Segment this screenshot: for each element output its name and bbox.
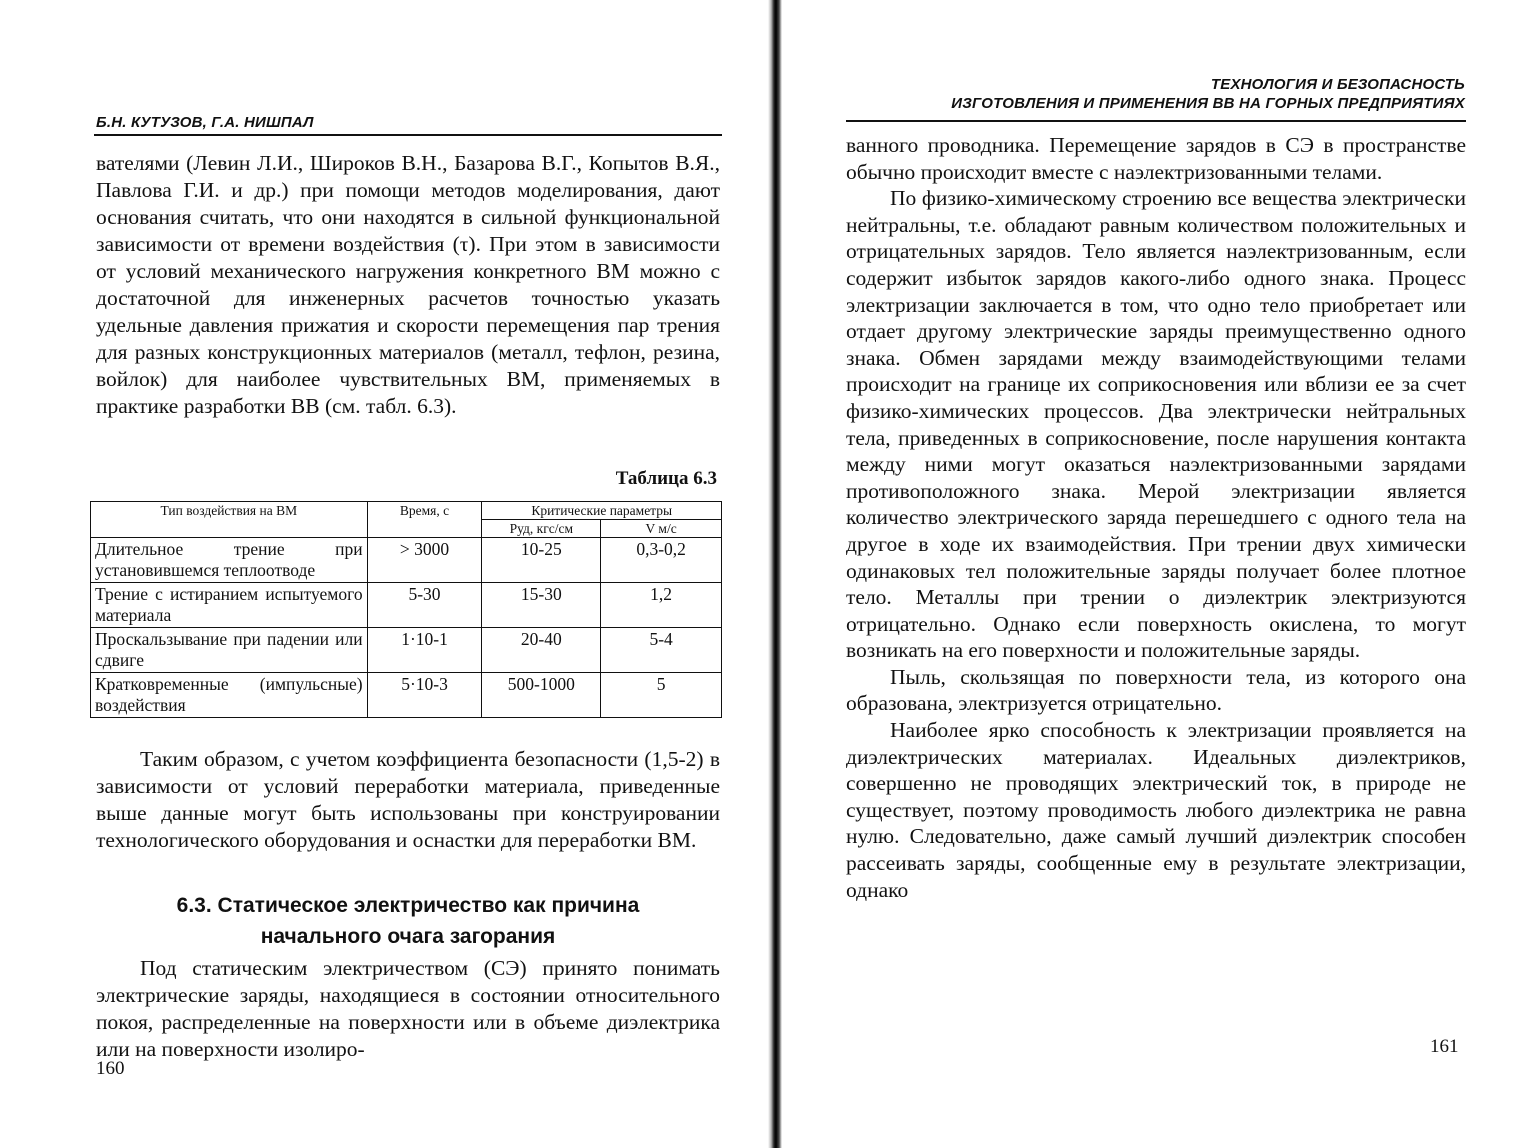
book-gutter [768, 0, 782, 1148]
header-pressure: Руд, кгс/см [482, 520, 601, 538]
table-title: Таблица 6.3 [615, 468, 717, 489]
cell-time: 5·10-3 [367, 673, 482, 718]
table-row [91, 538, 722, 583]
cell-time: 1·10-1 [367, 628, 482, 673]
right-page-number: 161 [1430, 1036, 1459, 1057]
left-body-text-1 [96, 150, 720, 420]
cell-velocity: 5-4 [601, 628, 722, 673]
right-body-text [846, 132, 1466, 903]
right-header-rule [846, 120, 1466, 122]
section-heading [96, 890, 720, 952]
cell-time: > 3000 [367, 538, 482, 583]
header-critical: Критические параметры [482, 502, 722, 520]
cell-pressure: 15-30 [482, 583, 601, 628]
table-header-row-1 [91, 502, 722, 520]
cell-velocity: 0,3-0,2 [601, 538, 722, 583]
right-paragraph-2: По физико-химическому строению все вещества электрически нейтральны, т.е. обладают равным количеством положительных и отрицательных зарядов. Тело является наэлектризованным, если содержит избыток зарядов какого-либо одного знака. Процесс электризации заключается в том, что одно тело приобретает или отдает другому электрические заряды преимущественно одного знака. Обмен зарядами между взаимодействующими телами происходит на границе их соприкосновения или вблизи ее за счет физико-химических процессов. Два электрически нейтральных тела, приведенных в соприкосновение, после нарушения контакта между ними могут оказаться наэлектризованными зарядами противоположного знака. Мерой электризации является количество электрического заряда перешедшего с одного тела на другое в ходе их взаимодействия. При трении двух химически одинаковых тел положительные заряды получает более плотное тело. Металлы при трении о диэлектрик электризуются отрицательно. Однако если поверхность окислена, то могут возникать на его поверхности и положительные заряды. [846, 186, 1466, 663]
right-paragraph-3: Пыль, скользящая по поверхности тела, из которого она образована, электризуется отрицательно. [846, 664, 1466, 716]
table-row [91, 673, 722, 718]
header-type: Тип воздействия на ВМ [91, 502, 368, 538]
cell-velocity: 5 [601, 673, 722, 718]
left-page [0, 0, 765, 1148]
right-page [790, 0, 1533, 1148]
left-page-number: 160 [96, 1058, 125, 1079]
table-row [91, 628, 722, 673]
left-paragraph-3: Под статическим электричеством (СЭ) принято понимать электрические заряды, находящиеся в состоянии относительного покоя, распределенные на поверхности или в объеме диэлектрика или на поверхности изолиро- [96, 956, 720, 1061]
cell-type: Кратковременные (импульсные) воздействия [91, 673, 368, 718]
cell-velocity: 1,2 [601, 583, 722, 628]
cell-type: Трение с истиранием испытуемого материала [91, 583, 368, 628]
right-running-head [845, 75, 1465, 113]
table-row [91, 583, 722, 628]
cell-pressure: 20-40 [482, 628, 601, 673]
left-running-head: Б.Н. КУТУЗОВ, Г.А. НИШПАЛ [96, 114, 314, 131]
right-paragraph-1: ванного проводника. Перемещение зарядов в СЭ в пространстве обычно происходит вместе с наэлектризованными телами. [846, 133, 1466, 184]
left-header-rule [94, 134, 722, 136]
cell-time: 5-30 [367, 583, 482, 628]
cell-pressure: 10-25 [482, 538, 601, 583]
left-paragraph-1: вателями (Левин Л.И., Широков В.Н., Базарова В.Г., Копытов В.Я., Павлова Г.И. и др.) при помощи методов моделирования, дают основания считать, что они находятся в сильной функциональной зависимости от времени воздействия (τ). При этом в зависимости от условий механического нагружения конкретного ВМ можно с достаточной для инженерных расчетов точностью указать удельные давления прижатия и скорости перемещения пар трения для разных конструкционных материалов (металл, тефлон, резина, войлок) для наиболее чувствительных ВМ, применяемых в практике разработки ВВ (см. табл. 6.3). [96, 151, 720, 418]
cell-pressure: 500-1000 [482, 673, 601, 718]
left-body-text-3 [96, 955, 720, 1063]
right-running-head-line-2: ИЗГОТОВЛЕНИЯ И ПРИМЕНЕНИЯ ВВ НА ГОРНЫХ ПРЕДПРИЯТИЯХ [951, 95, 1465, 112]
cell-type: Проскальзывание при падении или сдвиге [91, 628, 368, 673]
right-paragraph-4: Наиболее ярко способность к электризации проявляется на диэлектрических материалах. Идеальных диэлектриков, совершенно не проводящих электрический ток, в природе не существует, поэтому проводимость любого диэлектрика не равна нулю. Следовательно, даже самый лучший диэлектрик способен рассеивать заряды, сообщенные ему в результате электризации, однако [846, 718, 1466, 902]
header-velocity: V м/с [601, 520, 722, 538]
data-table [90, 501, 722, 718]
section-heading-line-1: 6.3. Статическое электричество как причина [176, 894, 640, 917]
left-paragraph-2: Таким образом, с учетом коэффициента безопасности (1,5-2) в зависимости от условий переработки материала, приведенные выше данные могут быть использованы при конструировании технологического оборудования и оснастки для переработки ВМ. [96, 747, 720, 852]
left-body-text-2 [96, 746, 720, 854]
right-running-head-line-1: ТЕХНОЛОГИЯ И БЕЗОПАСНОСТЬ [1210, 76, 1465, 93]
section-heading-line-2: начального очага загорания [260, 925, 556, 948]
header-time: Время, с [367, 502, 482, 538]
cell-type: Длительное трение при установившемся теплоотводе [91, 538, 368, 583]
